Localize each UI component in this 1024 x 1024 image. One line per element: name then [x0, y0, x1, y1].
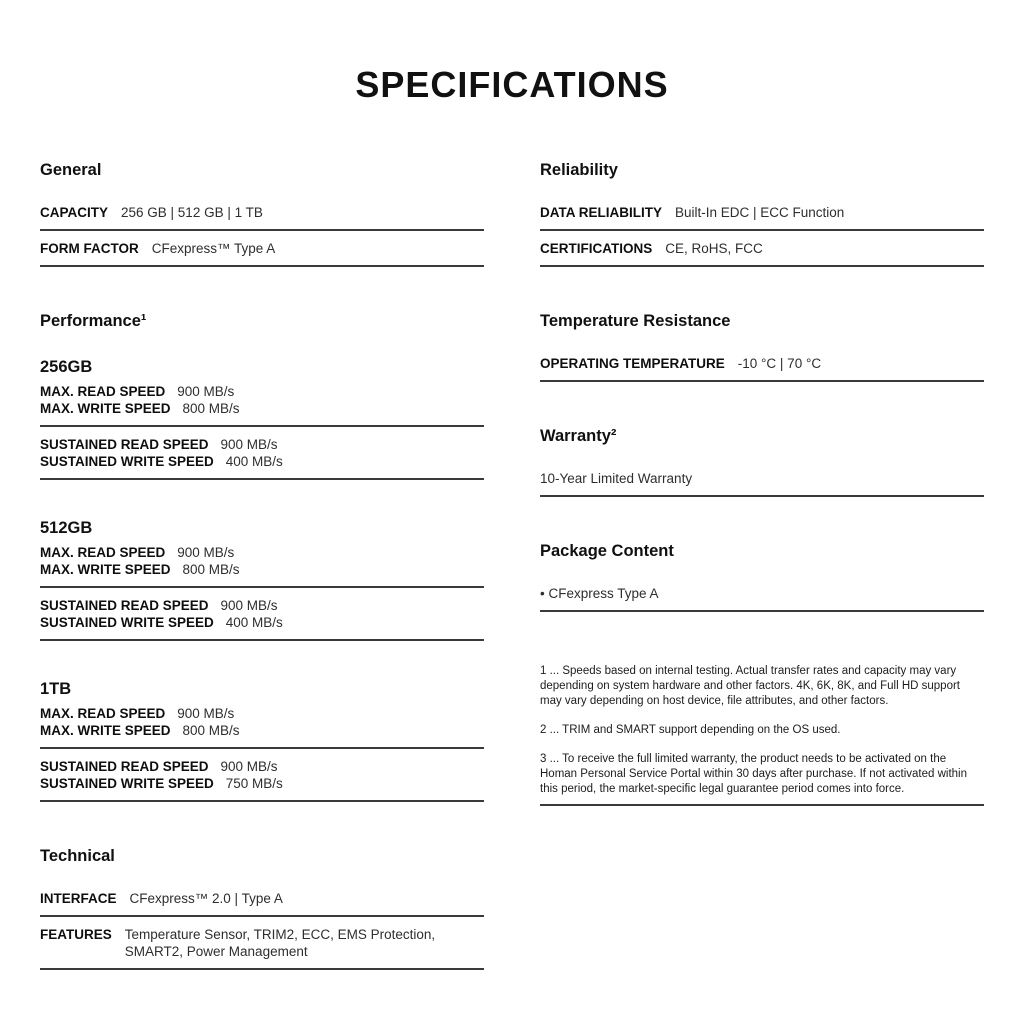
package-content-row: • CFexpress Type A [540, 576, 984, 612]
speed-row [40, 400, 484, 417]
spec-value: CFexpress™ Type A [151, 241, 276, 256]
speed-value: 400 MB/s [225, 454, 283, 469]
speed-label: MAX. WRITE SPEED [40, 401, 171, 416]
speed-group-max [40, 377, 484, 427]
speed-row [40, 722, 484, 739]
speed-label: MAX. WRITE SPEED [40, 562, 171, 577]
spec-row-features [40, 917, 484, 970]
section-warranty [540, 426, 984, 497]
speed-group-max [40, 538, 484, 588]
columns-container [40, 160, 984, 970]
speed-row [40, 758, 484, 775]
section-package-content [540, 541, 984, 612]
reliability-rows [540, 195, 984, 267]
speed-value: 800 MB/s [182, 401, 240, 416]
spec-row-form-factor [40, 231, 484, 267]
section-heading-technical: Technical [40, 847, 115, 865]
speed-row [40, 775, 484, 792]
section-temperature-resistance [540, 311, 984, 382]
speed-row [40, 597, 484, 614]
spec-row-capacity [40, 195, 484, 231]
warranty-text-row: 10-Year Limited Warranty [540, 461, 984, 497]
variant-name: 256GB [40, 358, 93, 376]
footnotes [540, 664, 984, 806]
spec-label: FEATURES [40, 927, 112, 942]
section-heading-performance: Performance¹ [40, 312, 147, 330]
section-heading-general: General [40, 161, 102, 179]
speed-label: SUSTAINED WRITE SPEED [40, 454, 214, 469]
section-heading-reliability: Reliability [540, 161, 618, 179]
speed-label: SUSTAINED READ SPEED [40, 598, 209, 613]
speed-value: 900 MB/s [220, 759, 278, 774]
general-rows [40, 195, 484, 267]
footnote-2: 2 ... TRIM and SMART support depending on the OS used. [540, 724, 841, 736]
speed-label: SUSTAINED READ SPEED [40, 437, 209, 452]
variant-name: 1TB [40, 680, 72, 698]
spec-value: CE, RoHS, FCC [665, 241, 763, 256]
section-reliability [540, 160, 984, 267]
spec-row-operating-temperature [540, 346, 984, 382]
speed-label: MAX. READ SPEED [40, 706, 166, 721]
spec-value: -10 °C | 70 °C [737, 356, 822, 371]
temperature-rows [540, 346, 984, 382]
spec-label: CAPACITY [40, 205, 109, 220]
speed-row [40, 544, 484, 561]
spec-label: INTERFACE [40, 891, 117, 906]
speed-row [40, 705, 484, 722]
spec-row-certifications [540, 231, 984, 267]
section-general [40, 160, 484, 267]
speed-row [40, 453, 484, 470]
speed-group-sustained [40, 427, 484, 480]
section-technical [40, 846, 484, 970]
section-heading-warranty: Warranty² [540, 427, 617, 445]
speed-label: MAX. READ SPEED [40, 384, 166, 399]
section-performance [40, 311, 484, 802]
speed-row [40, 561, 484, 578]
speed-label: MAX. WRITE SPEED [40, 723, 171, 738]
spec-value: Temperature Sensor, TRIM2, ECC, EMS Protection, SMART2, Power Management [124, 927, 436, 959]
column-left [40, 160, 484, 970]
speed-value: 900 MB/s [220, 437, 278, 452]
technical-rows [40, 881, 484, 970]
spec-row-data-reliability [540, 195, 984, 231]
speed-group-sustained [40, 749, 484, 802]
speed-value: 800 MB/s [182, 723, 240, 738]
variant-1tb [40, 679, 484, 802]
speed-row [40, 383, 484, 400]
speed-label: SUSTAINED WRITE SPEED [40, 615, 214, 630]
page-title: SPECIFICATIONS [355, 64, 669, 105]
spec-value: CFexpress™ 2.0 | Type A [129, 891, 283, 906]
speed-group-max [40, 699, 484, 749]
footnote-1: 1 ... Speeds based on internal testing. Actual transfer rates and capacity may vary depending on system hardware and other factors. 4K, 6K, 8K, and Full HD support may vary depending on host device, file attributes, and other factors. [540, 665, 960, 707]
spec-label: OPERATING TEMPERATURE [540, 356, 725, 371]
column-right [540, 160, 984, 970]
speed-value: 800 MB/s [182, 562, 240, 577]
footnote-3: 3 ... To receive the full limited warranty, the product needs to be activated on the Homan Personal Service Portal within 30 days after purchase. If not activated within this period, the market-specific legal guarantee period comes into force. [540, 753, 967, 795]
speed-group-sustained [40, 588, 484, 641]
speed-label: SUSTAINED WRITE SPEED [40, 776, 214, 791]
speed-value: 900 MB/s [177, 706, 235, 721]
speed-value: 750 MB/s [225, 776, 283, 791]
speed-value: 900 MB/s [177, 545, 235, 560]
variant-name: 512GB [40, 519, 93, 537]
speed-value: 900 MB/s [220, 598, 278, 613]
spec-value: 256 GB | 512 GB | 1 TB [121, 205, 263, 220]
speed-row [40, 614, 484, 631]
speed-value: 400 MB/s [225, 615, 283, 630]
spec-row-interface [40, 881, 484, 917]
spec-label: FORM FACTOR [40, 241, 139, 256]
section-heading-temperature: Temperature Resistance [540, 312, 731, 330]
speed-row [40, 436, 484, 453]
spec-label: CERTIFICATIONS [540, 241, 653, 256]
spec-label: DATA RELIABILITY [540, 205, 662, 220]
variant-512gb [40, 518, 484, 641]
section-heading-package-content: Package Content [540, 542, 674, 560]
speed-label: MAX. READ SPEED [40, 545, 166, 560]
speed-value: 900 MB/s [177, 384, 235, 399]
variant-256gb [40, 357, 484, 480]
spec-value: Built-In EDC | ECC Function [675, 205, 845, 220]
speed-label: SUSTAINED READ SPEED [40, 759, 209, 774]
